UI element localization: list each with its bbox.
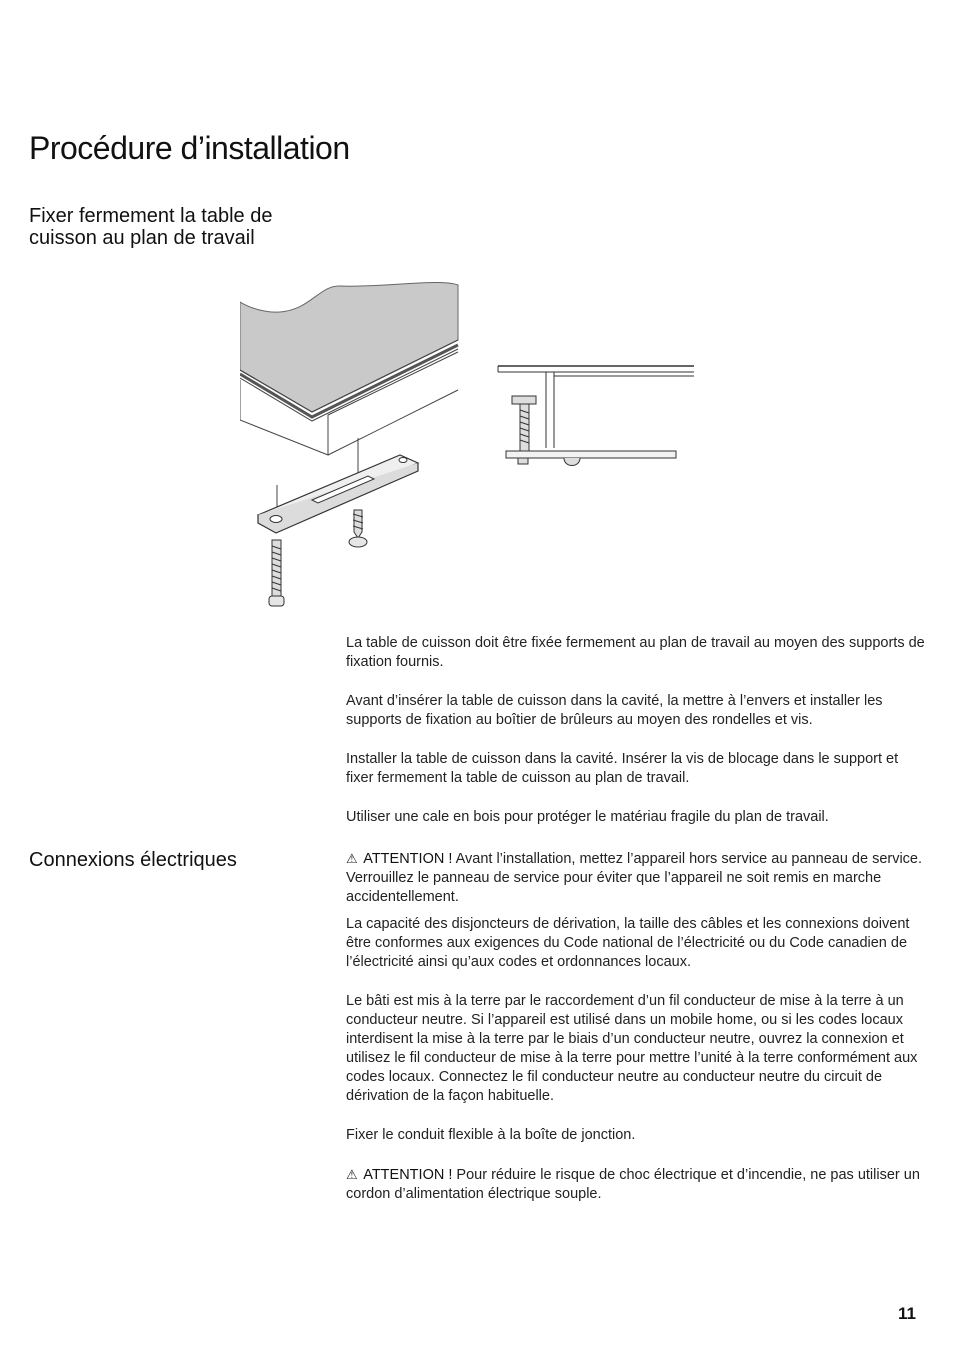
- section-heading-connexions: Connexions électriques: [29, 849, 237, 871]
- warning-text: Avant l’installation, mettez l’appareil hors service au panneau de service. Verrouillez le panneau de service pour éviter que l’appareil ne soit remis en marche accidentellement.: [346, 851, 923, 905]
- page-number: 11: [898, 1304, 916, 1323]
- paragraph: Installer la table de cuisson dans la cavité. Insérer la vis de blocage dans le support et fixer fermement la table de cuisson au plan de travail.: [346, 751, 899, 786]
- attention-label: ATTENTION !: [363, 851, 453, 867]
- warning-paragraph: [346, 849, 926, 907]
- paragraph: La table de cuisson doit être fixée fermement au plan de travail au moyen des supports de fixation fournis.: [346, 635, 925, 670]
- warning-triangle-icon: ⚠: [346, 851, 358, 866]
- section-heading-fixer: Fixer fermement la table de cuisson au plan de travail: [29, 205, 273, 249]
- page-title: Procédure d’installation: [29, 130, 350, 166]
- installation-figure: [240, 270, 696, 615]
- paragraph: Fixer le conduit flexible à la boîte de jonction.: [346, 1127, 636, 1143]
- warning-paragraph: [346, 1165, 926, 1204]
- warning-text: Pour réduire le risque de choc électrique et d’incendie, ne pas utiliser un cordon d’alimentation électrique souple.: [346, 1167, 920, 1202]
- attention-label: ATTENTION !: [363, 1167, 453, 1183]
- paragraph: La capacité des disjoncteurs de dérivation, la taille des câbles et les connexions doivent être conformes aux exigences du Code national de l’électricité ou du Code canadien de l’électricité ainsi qu’aux codes et ordonnances locaux.: [346, 916, 910, 970]
- electrical-instructions: [346, 849, 926, 1204]
- paragraph: Utiliser une cale en bois pour protéger le matériau fragile du plan de travail.: [346, 809, 829, 825]
- paragraph: Le bâti est mis à la terre par le raccordement d’un fil conducteur de mise à la terre à un conducteur neutre. Si l’appareil est utilisé dans un mobile home, ou si les codes locaux interdisent la mise à la terre par le biais d’un conducteur neutre, ouvrez la connexion et utilisez le fil conducteur de mise à la terre pour mettre l’unité à la terre conformément aux codes locaux. Connectez le fil conducteur neutre au conducteur neutre du circuit de dérivation de la façon habituelle.: [346, 993, 918, 1104]
- install-instructions: [346, 634, 926, 847]
- warning-triangle-icon: ⚠: [346, 1167, 358, 1182]
- paragraph: Avant d’insérer la table de cuisson dans la cavité, la mettre à l’envers et installer les supports de fixation au boîtier de brûleurs au moyen des rondelles et vis.: [346, 693, 883, 728]
- bracket-installation-illustration: [240, 270, 696, 615]
